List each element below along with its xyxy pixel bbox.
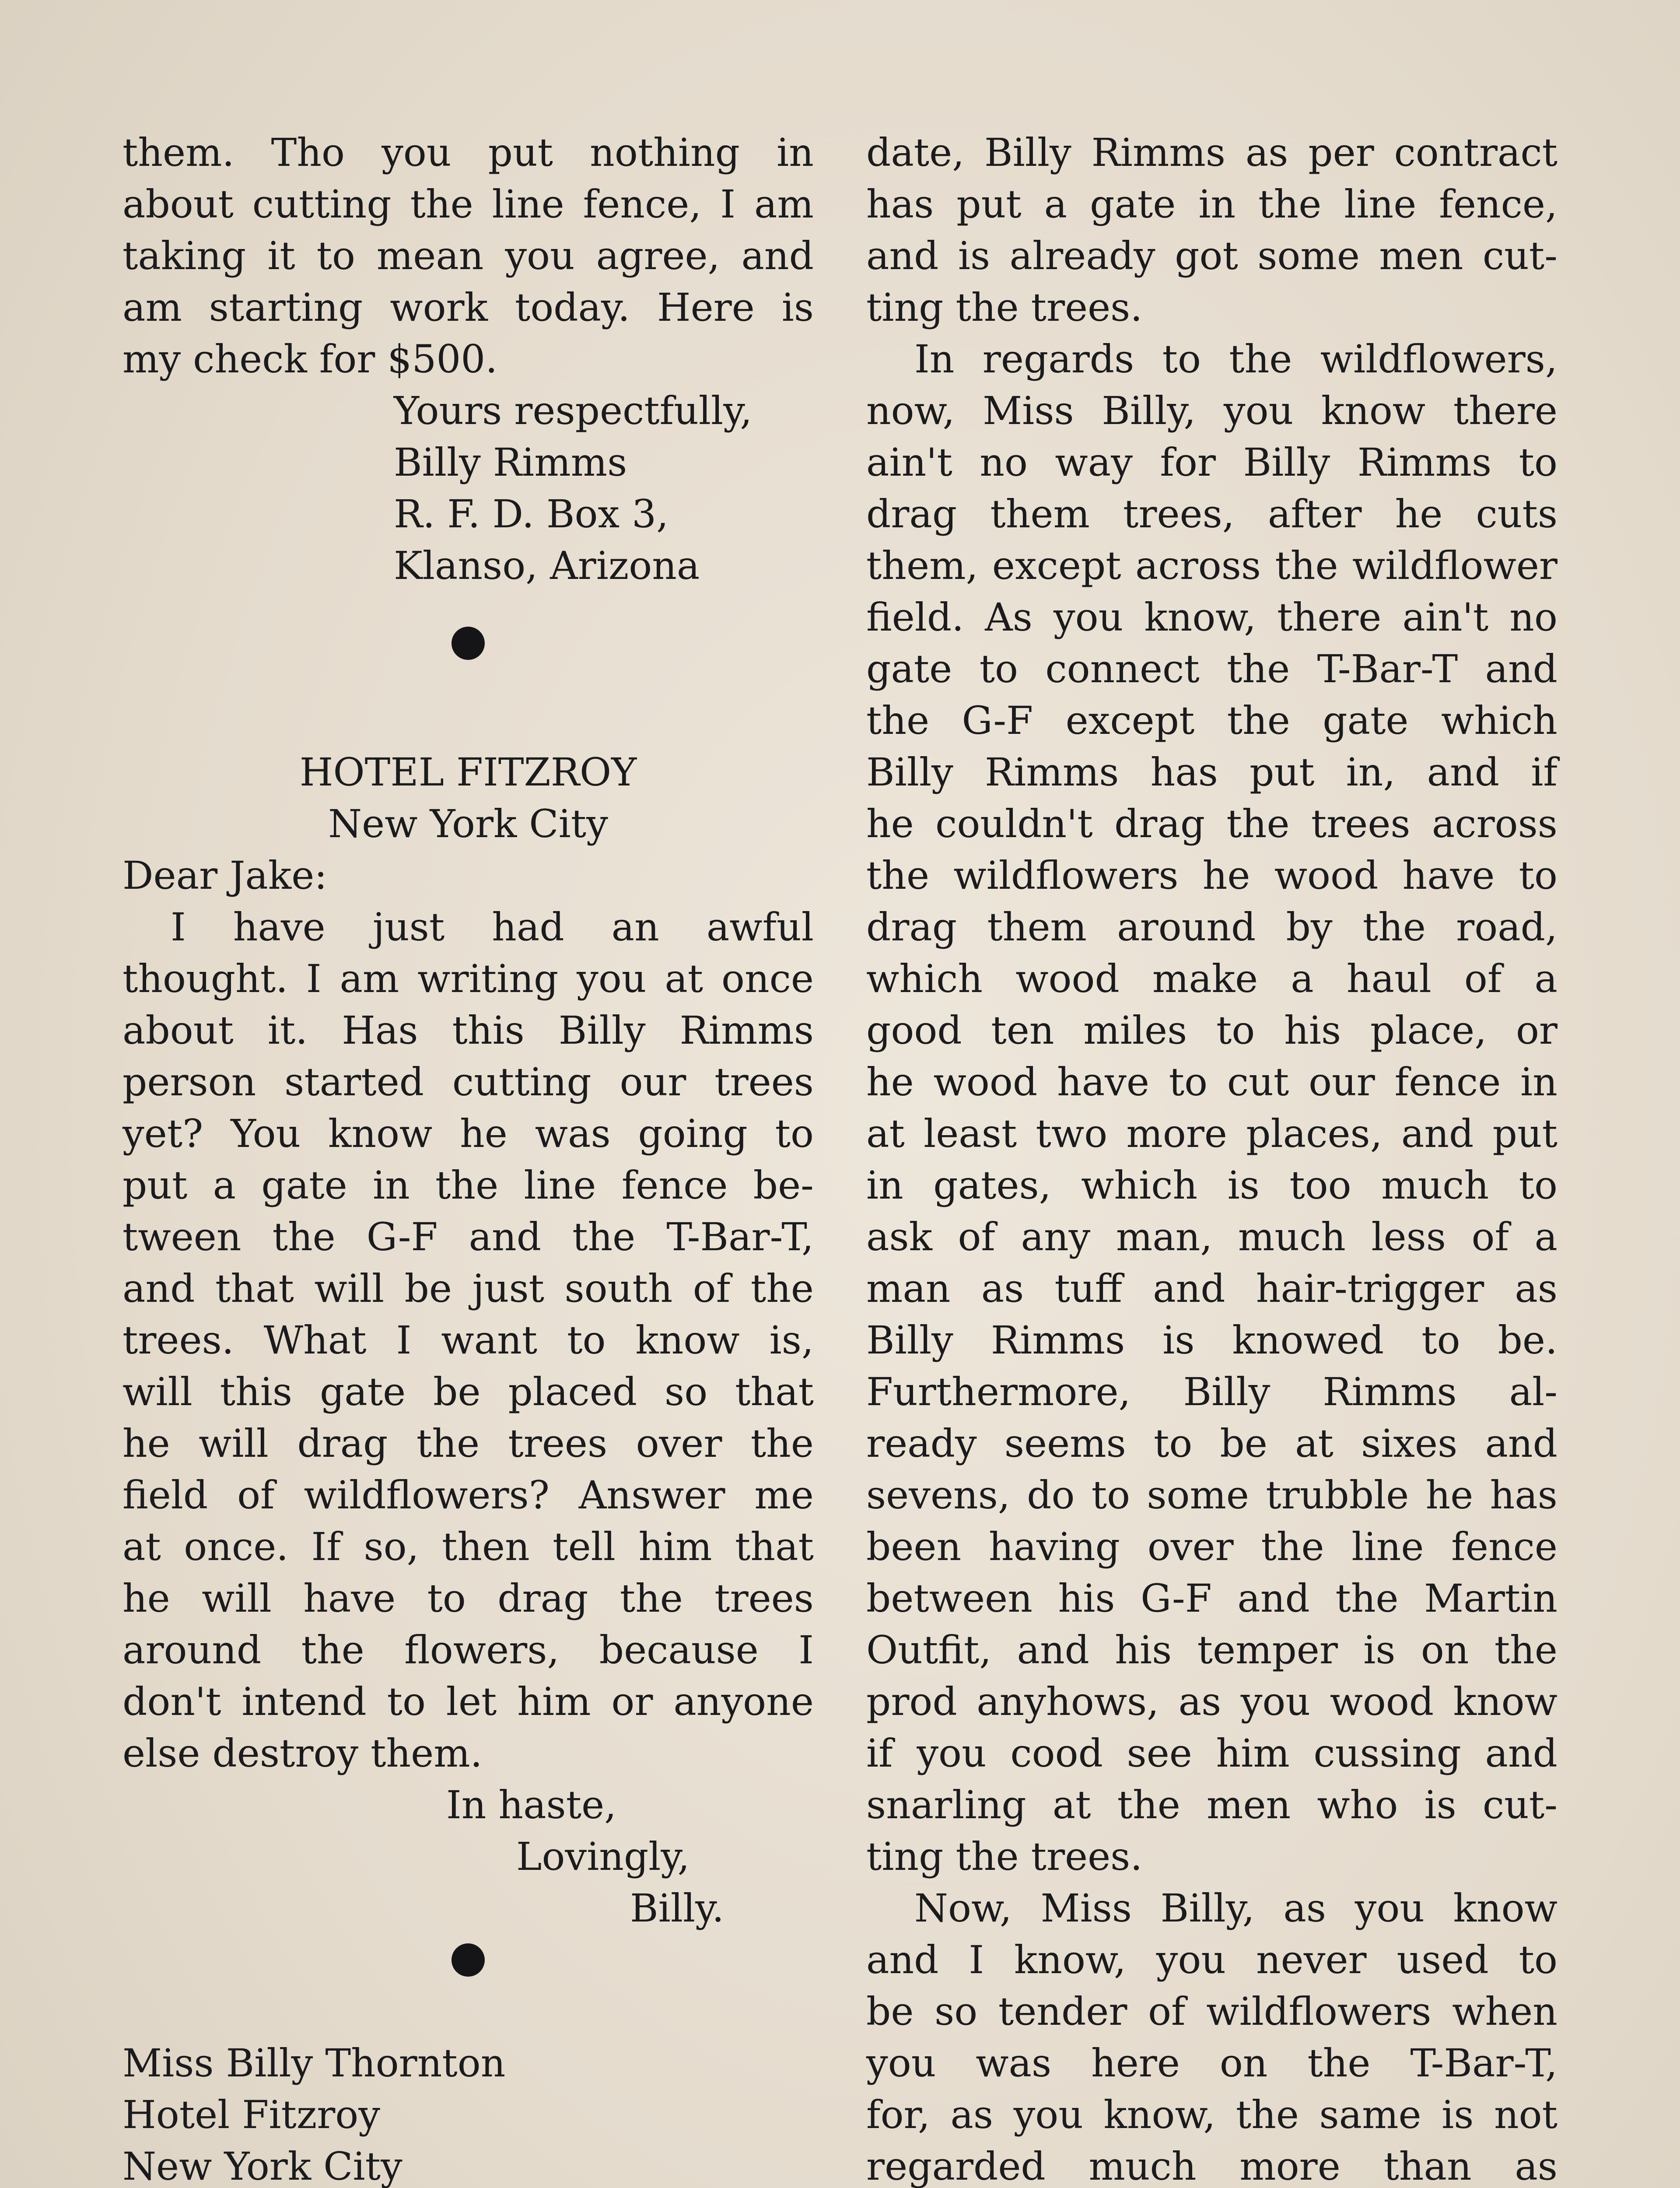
text-line: prod anyhows, as you wood know bbox=[866, 1679, 1558, 1724]
text-line: about cutting the line fence, I am bbox=[122, 182, 814, 227]
text-line: for, as you know, the same is not bbox=[866, 2092, 1558, 2137]
text-line: which wood make a haul of a bbox=[866, 956, 1558, 1001]
text-line: at least two more places, and put bbox=[866, 1111, 1558, 1156]
text-line: about it. Has this Billy Rimms bbox=[122, 1008, 814, 1053]
text-line: drag them trees, after he cuts bbox=[866, 491, 1558, 536]
closing-line: In haste, bbox=[446, 1782, 617, 1827]
text-line: be so tender of wildflowers when bbox=[866, 1989, 1558, 2034]
text-line: snarling at the men who is cut- bbox=[866, 1782, 1558, 1827]
text-line: drag them around by the road, bbox=[866, 905, 1558, 950]
text-line: regarded much more than as bbox=[866, 2144, 1558, 2188]
text-line: In regards to the wildflowers, bbox=[914, 337, 1558, 382]
text-line: he will drag the trees over the bbox=[122, 1421, 814, 1466]
text-line: Billy Rimms is knowed to be. bbox=[866, 1318, 1558, 1363]
text-line: good ten miles to his place, or bbox=[866, 1008, 1558, 1053]
paragraph-2 bbox=[866, 333, 1558, 1883]
text-line: will this gate be placed so that bbox=[122, 1369, 814, 1414]
closing-line: Lovingly, bbox=[516, 1834, 690, 1879]
text-line: and is already got some men cut- bbox=[866, 233, 1558, 278]
left-column bbox=[122, 127, 814, 2188]
salutation: Dear Jake: bbox=[122, 853, 327, 898]
text-line: he couldn't drag the trees across bbox=[866, 801, 1558, 846]
letter2-body bbox=[122, 901, 814, 1779]
signature-line: Klanso, Arizona bbox=[394, 543, 700, 588]
text-line: Outfit, and his temper is on the bbox=[866, 1627, 1558, 1673]
text-line: I have just had an awful bbox=[171, 905, 814, 950]
text-line: trees. What I want to know is, bbox=[122, 1318, 814, 1363]
letterhead-title: HOTEL FITZROY bbox=[299, 750, 637, 795]
text-line: ting the trees. bbox=[866, 1834, 1143, 1879]
text-line: Now, Miss Billy, as you know bbox=[914, 1886, 1558, 1931]
closing-line: Billy. bbox=[630, 1886, 724, 1931]
text-line: he wood have to cut our fence in bbox=[866, 1059, 1558, 1105]
letter2-closing bbox=[122, 1779, 814, 1934]
signature-line: Billy Rimms bbox=[394, 440, 627, 485]
text-line: my check for $500. bbox=[122, 337, 498, 382]
text-line: yet? You know he was going to bbox=[122, 1111, 814, 1156]
text-line: am starting work today. Here is bbox=[122, 285, 814, 330]
text-line: been having over the line fence bbox=[866, 1524, 1558, 1569]
text-line: gate to connect the T-Bar-T and bbox=[866, 646, 1558, 691]
text-line: taking it to mean you agree, and bbox=[122, 233, 814, 278]
text-line: you was here on the T-Bar-T, bbox=[866, 2041, 1558, 2086]
letterhead-city: New York City bbox=[328, 801, 608, 846]
text-line: the wildflowers he wood have to bbox=[866, 853, 1558, 898]
text-line: person started cutting our trees bbox=[122, 1059, 814, 1105]
text-line: and I know, you never used to bbox=[866, 1937, 1558, 1982]
section-divider bbox=[122, 592, 814, 695]
text-line: thought. I am writing you at once bbox=[122, 956, 814, 1001]
text-line: date, Billy Rimms as per contract bbox=[866, 130, 1558, 175]
text-line: tween the G-F and the T-Bar-T, bbox=[122, 1214, 814, 1259]
address-line: Hotel Fitzroy bbox=[122, 2092, 380, 2137]
paragraph-3 bbox=[866, 1883, 1558, 2188]
text-line: don't intend to let him or anyone bbox=[122, 1679, 814, 1724]
text-line: Billy Rimms has put in, and if bbox=[866, 750, 1558, 795]
text-line: man as tuff and hair-trigger as bbox=[866, 1266, 1558, 1311]
section-divider bbox=[122, 1934, 814, 1986]
letter1-body bbox=[122, 127, 814, 385]
address-line: Miss Billy Thornton bbox=[122, 2041, 506, 2086]
text-line: has put a gate in the line fence, bbox=[866, 182, 1558, 227]
text-line: at once. If so, then tell him that bbox=[122, 1524, 814, 1569]
text-line: between his G-F and the Martin bbox=[866, 1576, 1558, 1621]
letter1-signature bbox=[122, 385, 814, 592]
text-line: in gates, which is too much to bbox=[866, 1163, 1558, 1208]
signature-line: R. F. D. Box 3, bbox=[394, 491, 669, 536]
text-line: ask of any man, much less of a bbox=[866, 1214, 1558, 1259]
text-line: Furthermore, Billy Rimms al- bbox=[866, 1369, 1558, 1414]
bullet-icon bbox=[452, 627, 485, 660]
text-line: else destroy them. bbox=[122, 1731, 483, 1776]
text-line: around the flowers, because I bbox=[122, 1627, 814, 1673]
text-line: the G-F except the gate which bbox=[866, 698, 1558, 743]
text-line: them. Tho you put nothing in bbox=[122, 130, 814, 175]
letter3-address bbox=[122, 2037, 814, 2188]
text-line: sevens, do to some trubble he has bbox=[866, 1473, 1558, 1518]
text-line: field of wildflowers? Answer me bbox=[122, 1473, 814, 1518]
text-line: put a gate in the line fence be- bbox=[122, 1163, 814, 1208]
right-column bbox=[866, 127, 1558, 2188]
text-line: now, Miss Billy, you know there bbox=[866, 388, 1558, 433]
bullet-icon bbox=[452, 1943, 485, 1977]
text-line: if you cood see him cussing and bbox=[866, 1731, 1558, 1776]
signature-line: Yours respectfully, bbox=[394, 388, 752, 433]
text-line: field. As you know, there ain't no bbox=[866, 595, 1558, 640]
address-line: New York City bbox=[122, 2144, 402, 2188]
text-line: ready seems to be at sixes and bbox=[866, 1421, 1558, 1466]
paragraph-1 bbox=[866, 127, 1558, 333]
text-line: and that will be just south of the bbox=[122, 1266, 814, 1311]
text-line: he will have to drag the trees bbox=[122, 1576, 814, 1621]
text-line: ain't no way for Billy Rimms to bbox=[866, 440, 1558, 485]
text-line: them, except across the wildflower bbox=[866, 543, 1558, 588]
text-line: ting the trees. bbox=[866, 285, 1143, 330]
